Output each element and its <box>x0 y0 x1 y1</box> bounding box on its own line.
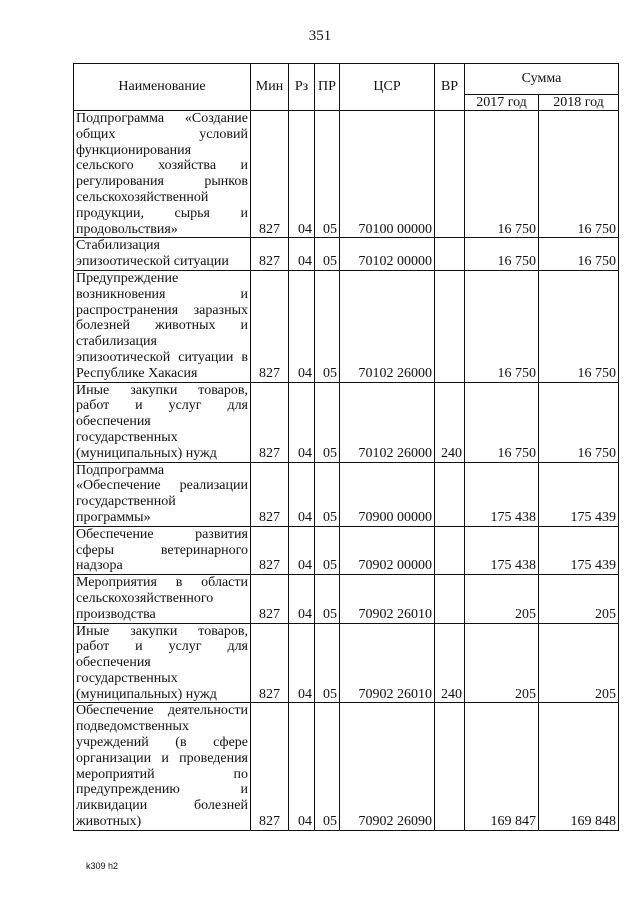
row-sum-2017: 16 750 <box>465 382 539 462</box>
row-sum-2018: 175 439 <box>539 462 619 526</box>
row-sum-2017: 205 <box>465 575 539 623</box>
row-name: Обеспечение развития сферы ветеринарного надзора <box>74 526 251 574</box>
col-header-2018: 2018 год <box>539 95 619 111</box>
row-sum-2018: 16 750 <box>539 238 619 271</box>
row-pr: 05 <box>315 382 340 462</box>
col-header-vr: ВР <box>435 64 465 111</box>
row-sum-2017: 16 750 <box>465 270 539 382</box>
row-vr: 240 <box>435 623 465 703</box>
budget-table <box>73 63 619 831</box>
row-sum-2018: 16 750 <box>539 111 619 238</box>
row-name: Мероприятия в области сельскохозяйственного производства <box>74 575 251 623</box>
row-pr: 05 <box>315 270 340 382</box>
row-vr <box>435 575 465 623</box>
row-pr: 05 <box>315 111 340 238</box>
row-name: Предупреждение возникновения и распространения заразных болезней животных и стабилизация эпизоотической ситуации в Республике Хакасия <box>74 270 251 382</box>
col-header-min: Мин <box>251 64 289 111</box>
row-name: Обеспечение деятельности подведомственных учреждений (в сфере организации и проведения мероприятий по предупреждению и ликвидации болезней животных) <box>74 703 251 830</box>
row-csr: 70902 26090 <box>340 703 435 830</box>
row-sum-2018: 16 750 <box>539 382 619 462</box>
row-name: Иные закупки товаров, работ и услуг для обеспечения государственных (муниципальных) нужд <box>74 382 251 462</box>
row-csr: 70102 26000 <box>340 270 435 382</box>
row-min: 827 <box>251 575 289 623</box>
row-sum-2017: 16 750 <box>465 238 539 271</box>
table-row <box>74 238 619 271</box>
table-row <box>74 703 619 830</box>
row-sum-2017: 169 847 <box>465 703 539 830</box>
row-min: 827 <box>251 526 289 574</box>
row-vr <box>435 703 465 830</box>
page-number: 351 <box>308 28 332 44</box>
row-pr: 05 <box>315 623 340 703</box>
row-min: 827 <box>251 462 289 526</box>
row-pr: 05 <box>315 575 340 623</box>
row-rz: 04 <box>289 703 315 830</box>
table-row <box>74 382 619 462</box>
row-rz: 04 <box>289 111 315 238</box>
row-sum-2017: 175 438 <box>465 526 539 574</box>
row-csr: 70902 26010 <box>340 623 435 703</box>
row-rz: 04 <box>289 526 315 574</box>
row-sum-2017: 175 438 <box>465 462 539 526</box>
row-name: Иные закупки товаров, работ и услуг для обеспечения государственных (муниципальных) нужд <box>74 623 251 703</box>
row-csr: 70902 26010 <box>340 575 435 623</box>
row-sum-2018: 169 848 <box>539 703 619 830</box>
row-csr: 70900 00000 <box>340 462 435 526</box>
row-csr: 70102 26000 <box>340 382 435 462</box>
row-vr <box>435 462 465 526</box>
table-row <box>74 270 619 382</box>
row-sum-2018: 205 <box>539 575 619 623</box>
row-rz: 04 <box>289 270 315 382</box>
row-sum-2017: 16 750 <box>465 111 539 238</box>
row-min: 827 <box>251 238 289 271</box>
row-rz: 04 <box>289 382 315 462</box>
row-name: Стабилизация эпизоотической ситуации <box>74 238 251 271</box>
row-min: 827 <box>251 270 289 382</box>
row-sum-2017: 205 <box>465 623 539 703</box>
row-min: 827 <box>251 623 289 703</box>
row-csr: 70102 00000 <box>340 238 435 271</box>
row-csr: 70100 00000 <box>340 111 435 238</box>
row-name: Подпрограмма «Обеспечение реализации государственной программы» <box>74 462 251 526</box>
table-row <box>74 462 619 526</box>
row-rz: 04 <box>289 462 315 526</box>
footer-code: k309 h2 <box>86 861 119 871</box>
row-vr: 240 <box>435 382 465 462</box>
row-csr: 70902 00000 <box>340 526 435 574</box>
col-header-pr: ПР <box>315 64 340 111</box>
col-header-sum: Сумма <box>465 64 619 95</box>
row-sum-2018: 16 750 <box>539 270 619 382</box>
row-pr: 05 <box>315 526 340 574</box>
table-row <box>74 623 619 703</box>
row-rz: 04 <box>289 623 315 703</box>
col-header-name: Наименование <box>74 64 251 111</box>
row-pr: 05 <box>315 238 340 271</box>
row-pr: 05 <box>315 462 340 526</box>
row-name: Подпрограмма «Создание общих условий функционирования сельского хозяйства и регулирования рынков сельскохозяйственной продукции, сырья и продовольствия» <box>74 111 251 238</box>
row-rz: 04 <box>289 238 315 271</box>
row-min: 827 <box>251 111 289 238</box>
table-row <box>74 526 619 574</box>
row-min: 827 <box>251 382 289 462</box>
table-row <box>74 575 619 623</box>
table-header <box>74 64 619 111</box>
col-header-rz: Рз <box>289 64 315 111</box>
col-header-csr: ЦСР <box>340 64 435 111</box>
row-sum-2018: 175 439 <box>539 526 619 574</box>
col-header-2017: 2017 год <box>465 95 539 111</box>
table-row <box>74 111 619 238</box>
row-vr <box>435 526 465 574</box>
row-sum-2018: 205 <box>539 623 619 703</box>
row-rz: 04 <box>289 575 315 623</box>
table-body <box>74 111 619 831</box>
row-vr <box>435 238 465 271</box>
row-vr <box>435 270 465 382</box>
row-min: 827 <box>251 703 289 830</box>
row-vr <box>435 111 465 238</box>
row-pr: 05 <box>315 703 340 830</box>
